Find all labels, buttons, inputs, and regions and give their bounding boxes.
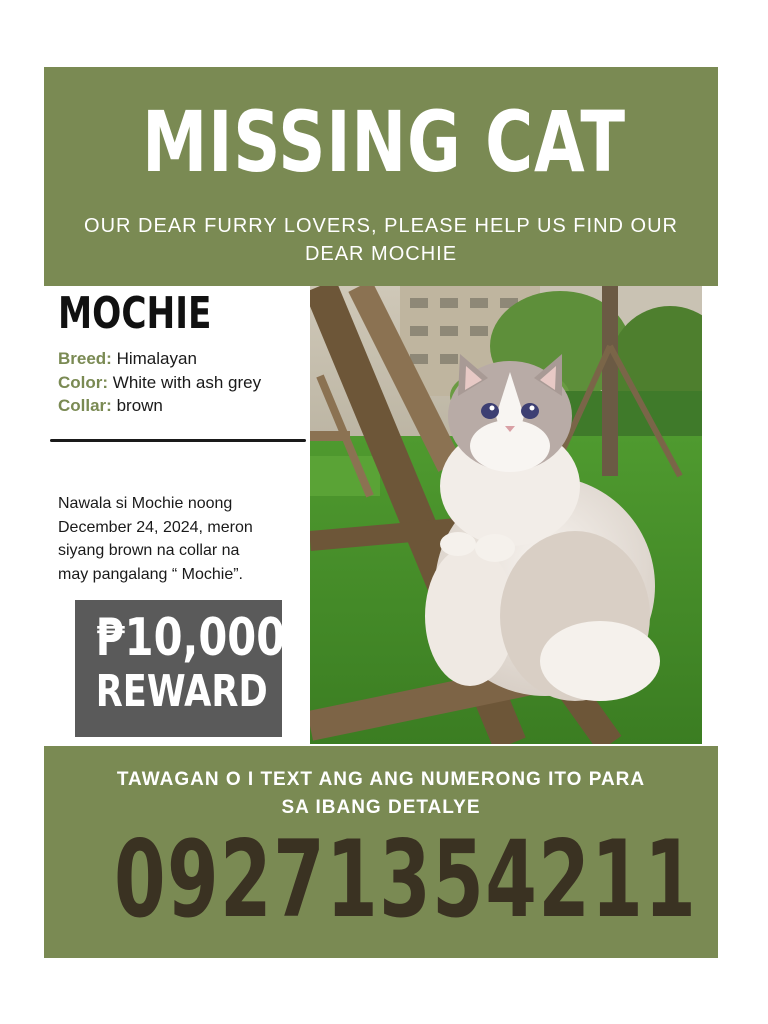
reward-amount <box>95 608 286 668</box>
cta-line-2: SA IBANG DETALYE <box>281 797 481 818</box>
cat-photo <box>310 286 702 744</box>
reward-box <box>75 600 286 737</box>
subtitle-line-1: OUR DEAR FURRY LOVERS, PLEASE HELP US FIND OUR <box>84 215 678 237</box>
color-row <box>58 371 261 395</box>
cta-line-1: TAWAGAN O I TEXT ANG ANG NUMERONG ITO PARA <box>116 769 646 790</box>
contact-instruction <box>44 766 718 822</box>
peso-sign: ₱ <box>95 608 125 668</box>
collar-row <box>58 394 261 418</box>
breed-label: Breed: <box>58 349 112 368</box>
poster-subtitle <box>44 212 718 268</box>
cat-details <box>58 347 261 418</box>
color-label: Color: <box>58 372 109 392</box>
collar-label: Collar: <box>58 396 112 415</box>
story-line-4: may pangalang “ Mochie”. <box>58 565 243 583</box>
phone-number: 09271354211 <box>114 818 698 941</box>
breed-value: Himalayan <box>116 349 197 368</box>
missing-story <box>58 492 308 586</box>
story-line-3: siyang brown na collar na <box>58 542 240 559</box>
poster-title: MISSING CAT <box>142 93 626 191</box>
cat-name: MOCHIE <box>58 288 212 339</box>
story-line-1: Nawala si Mochie noong <box>58 495 233 512</box>
subtitle-line-2: DEAR MOCHIE <box>304 243 458 265</box>
color-value: White with ash grey <box>112 372 262 392</box>
section-divider <box>50 439 306 442</box>
story-line-2: December 24, 2024, meron <box>58 518 253 536</box>
breed-row <box>58 347 261 371</box>
cat-photo-illustration <box>310 286 702 744</box>
reward-label: REWARD <box>95 666 268 717</box>
collar-value: brown <box>116 396 163 415</box>
reward-amount-value: 10,000 <box>124 608 286 668</box>
